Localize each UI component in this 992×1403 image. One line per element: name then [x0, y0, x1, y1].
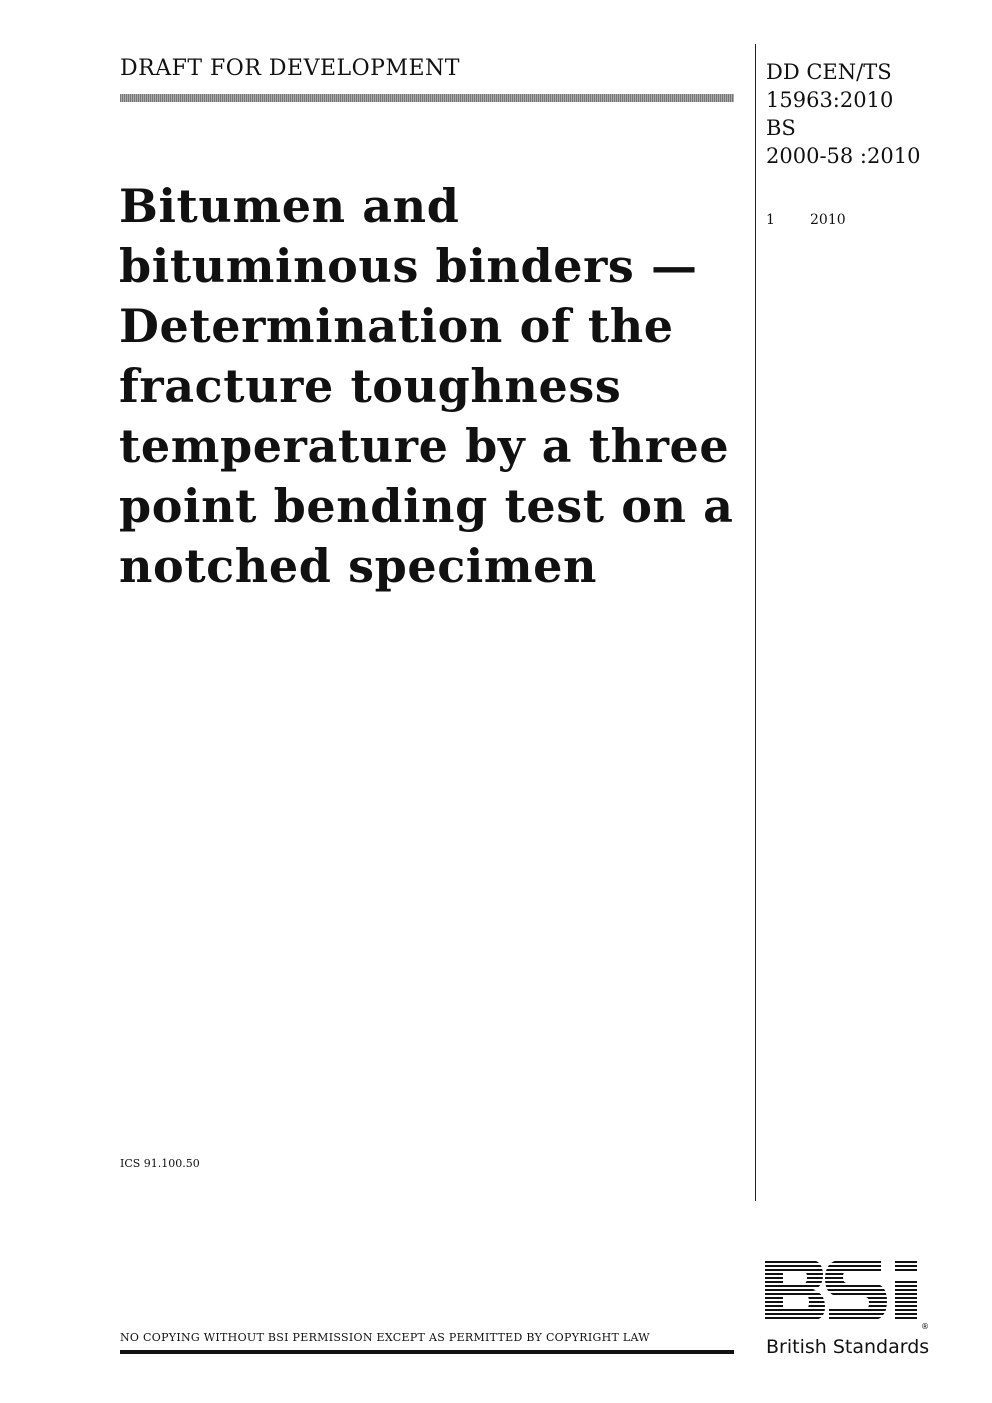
- logo-tagline: British Standards: [766, 1336, 930, 1358]
- reference-line: 2000-58 :2010: [766, 144, 921, 168]
- reference-line: BS: [766, 116, 796, 140]
- ics-code: ICS 91.100.50: [120, 1157, 200, 1170]
- reference-line: 15963:2010: [766, 88, 894, 112]
- reference-line: DD CEN/TS: [766, 60, 892, 84]
- header-rule: [120, 94, 734, 102]
- document-reference: [766, 58, 976, 170]
- issue-info: [766, 212, 846, 228]
- issue-year: 2010: [810, 212, 846, 228]
- bottom-rule: [120, 1350, 734, 1354]
- document-title: Bitumen and bituminous binders — Determination of the fracture toughness temperature by a three point bending test on a notched specimen: [119, 179, 734, 593]
- issue-number: 1: [766, 212, 775, 228]
- registered-mark: ®: [921, 1322, 929, 1331]
- copyright-notice: NO COPYING WITHOUT BSI PERMISSION EXCEPT AS PERMITTED BY COPYRIGHT LAW: [120, 1331, 650, 1344]
- column-divider: [755, 44, 756, 1201]
- draft-label: DRAFT FOR DEVELOPMENT: [120, 56, 460, 81]
